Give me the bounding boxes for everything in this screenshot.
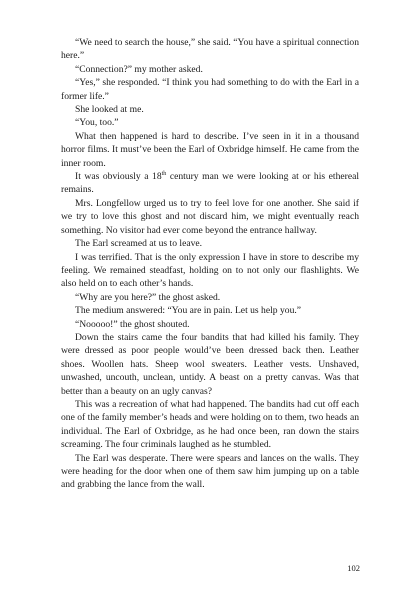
paragraph: I was terrified. That is the only expression I have in store to describe my feeling. We remained steadfast, holding on to not only our flashlights. We also held on to each other’s hands. bbox=[61, 251, 359, 290]
paragraph: “Nooooo!” the ghost shouted. bbox=[75, 318, 190, 330]
paragraph: She looked at me. bbox=[75, 104, 144, 116]
paragraph: The medium answered: “You are in pain. Let us help you.” bbox=[75, 305, 302, 317]
paragraph-text: It was obviously a 18 bbox=[75, 171, 162, 183]
paragraph: The Earl was desperate. There were spears and lances on the walls. They were heading for the door when one of them saw him jumping up on a table and grabbing the lance from the wall. bbox=[61, 452, 359, 491]
paragraph: Mrs. Longfellow urged us to try to feel love for one another. She said if we try to love this ghost and not discard him, we might eventually reach something. No visitor had ever come beyond the entrance hallway. bbox=[61, 197, 359, 236]
paragraph: The Earl screamed at us to leave. bbox=[75, 238, 203, 250]
paragraph: “Connection?” my mother asked. bbox=[75, 63, 203, 75]
paragraph bbox=[61, 170, 359, 197]
paragraph: “We need to search the house,” she said. “You have a spiritual connection here.” bbox=[61, 37, 359, 62]
page-number: 102 bbox=[347, 563, 360, 573]
paragraph: This was a recreation of what had happened. The bandits had cut off each one of the family member’s heads and were holding on to them, two heads an individual. The Earl of Oxbridge, as he had once been, ran down the stairs screaming. The four criminals laughed as he stumbled. bbox=[61, 398, 359, 451]
paragraph-text: century man we were looking at or his ethereal remains. bbox=[61, 171, 359, 196]
ordinal-superscript: th bbox=[161, 170, 167, 177]
paragraph: What then happened is hard to describe. I’ve seen in it in a thousand horror films. It must’ve been the Earl of Oxbridge himself. He came from the inner room. bbox=[61, 130, 359, 169]
paragraph: Down the stairs came the four bandits that had killed his family. They were dressed as poor people would’ve been dressed back then. Leather shoes. Woollen hats. Sheep wool sweaters. Leather vests. Unshaved, unwashed, uncouth, unclean, untidy. A beast on a pretty canvas. Was that better than a beauty on an ugly canvas? bbox=[61, 331, 359, 397]
paragraph: “You, too.” bbox=[75, 117, 119, 129]
paragraph: “Yes,” she responded. “I think you had something to do with the Earl in a former life.” bbox=[61, 77, 359, 102]
body-text bbox=[61, 36, 359, 492]
paragraph: “Why are you here?” the ghost asked. bbox=[75, 291, 221, 303]
